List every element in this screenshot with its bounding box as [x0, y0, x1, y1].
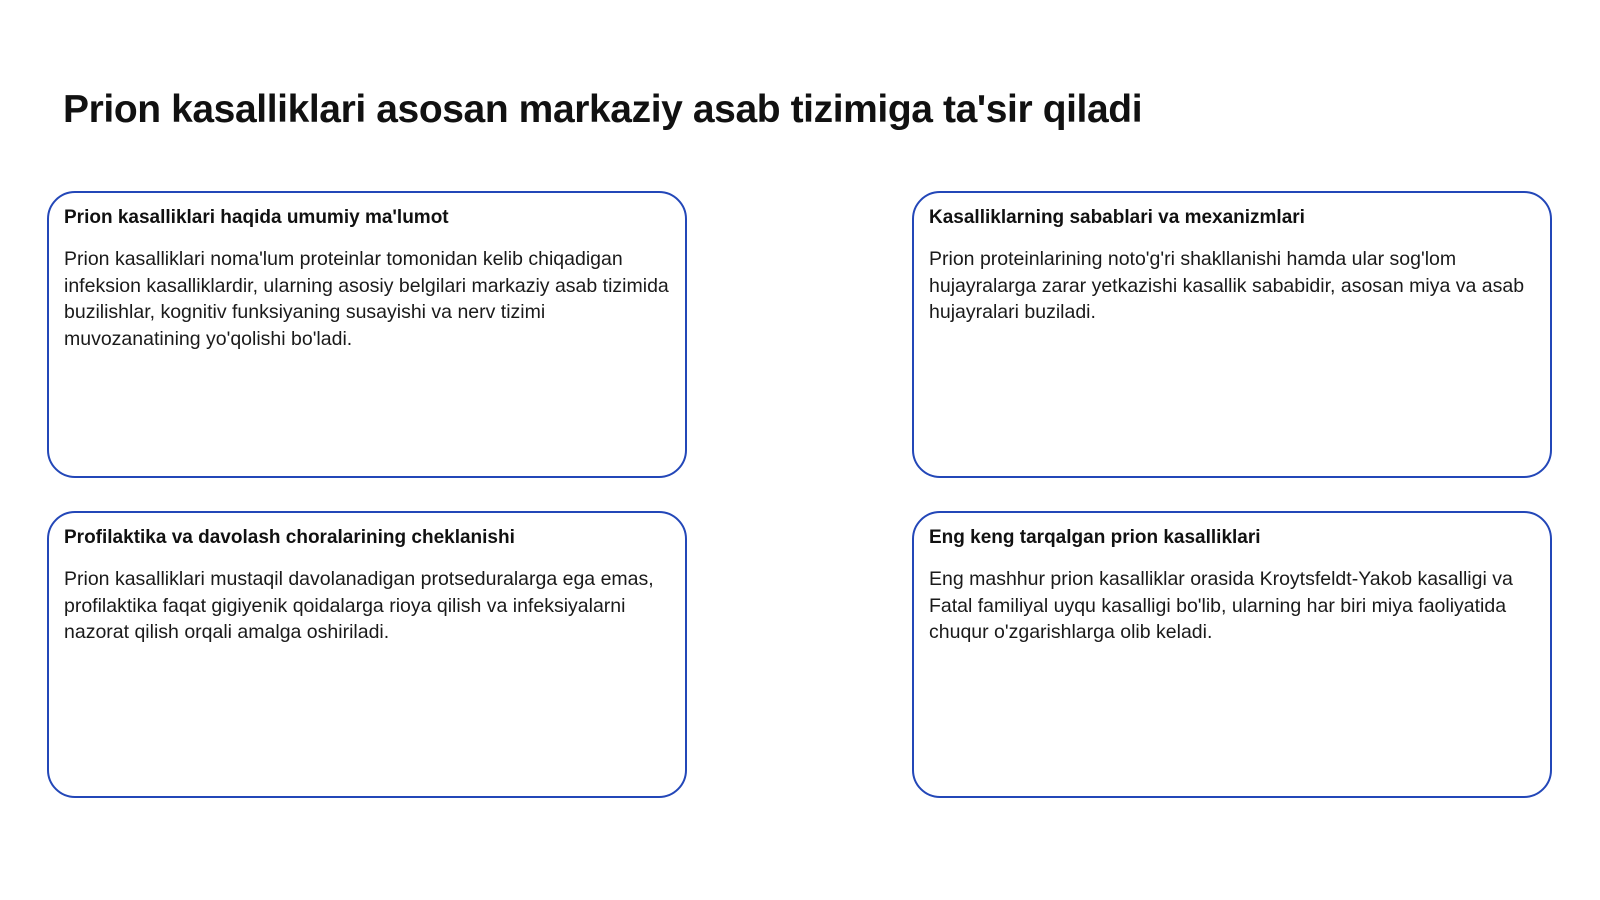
card-heading: Kasalliklarning sabablari va mexanizmlari [929, 207, 1305, 228]
card-body-text: Prion kasalliklari noma'lum proteinlar tomonidan kelib chiqadigan infeksion kasalliklardir, ularning asosiy belgilari markaziy asab tizimida buzilishlar, kognitiv funksiyaning susayishi va nerv tizimi muvozanatining yo'qolishi bo'ladi. [64, 248, 669, 350]
card-causes-mechanisms [912, 191, 1552, 478]
card-heading: Prion kasalliklari haqida umumiy ma'lumot [64, 207, 449, 228]
card-body-text: Prion kasalliklari mustaqil davolanadigan protseduralarga ega emas, profilaktika faqat gigiyenik qoidalarga rioya qilish va infeksiyalarni nazorat qilish orqali amalga oshiriladi. [64, 568, 654, 643]
card-heading: Eng keng tarqalgan prion kasalliklari [929, 527, 1261, 548]
card-body-text: Prion proteinlarining noto'g'ri shakllanishi hamda ular sog'lom hujayralarga zarar yetkazishi kasallik sababidir, asosan miya va asab hujayralari buziladi. [929, 248, 1525, 323]
card-common-diseases [912, 511, 1552, 798]
card-prevention-treatment [47, 511, 687, 798]
slide-title: Prion kasalliklari asosan markaziy asab tizimiga ta'sir qiladi [63, 88, 1143, 131]
card-heading: Profilaktika va davolash choralarining cheklanishi [64, 527, 515, 548]
card-general-info [47, 191, 687, 478]
card-body-text: Eng mashhur prion kasalliklar orasida Kroytsfeldt-Yakob kasalligi va Fatal familiyal uyqu kasalligi bo'lib, ularning har biri miya faoliyatida chuqur o'zgarishlarga olib keladi. [929, 568, 1513, 643]
